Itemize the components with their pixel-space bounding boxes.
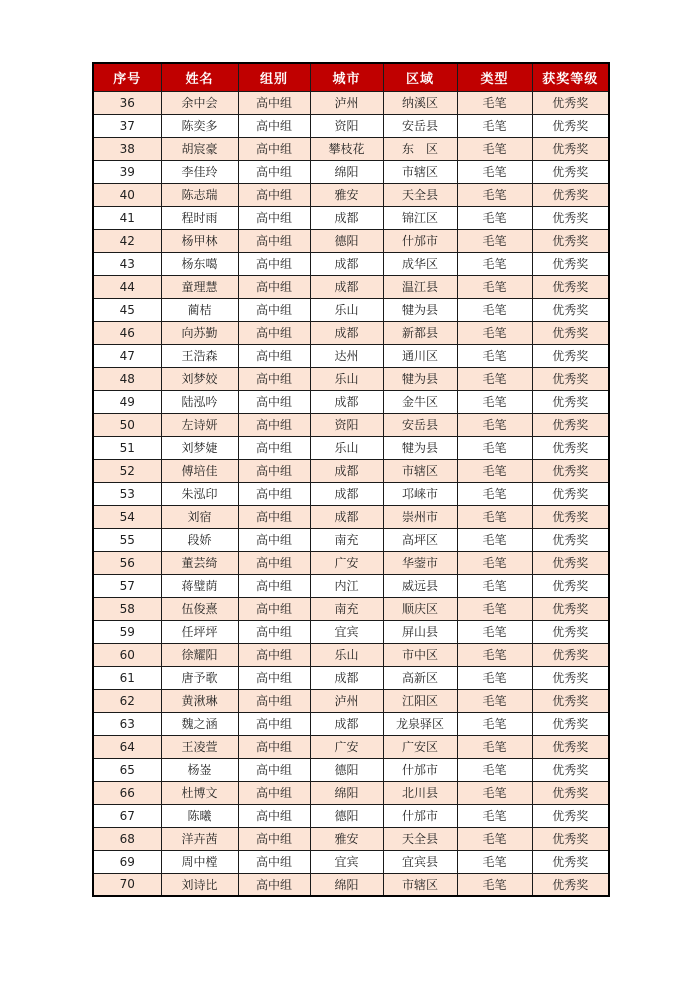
table-row	[93, 505, 609, 528]
table-row	[93, 482, 609, 505]
table-cell: 刘宿	[161, 505, 238, 528]
table-cell: 成都	[310, 275, 383, 298]
table-cell: 洋卉茜	[161, 827, 238, 850]
table-cell: 毛笔	[457, 252, 532, 275]
table-cell: 成都	[310, 252, 383, 275]
table-cell: 毛笔	[457, 229, 532, 252]
table-cell: 乐山	[310, 436, 383, 459]
table-cell: 高中组	[238, 643, 310, 666]
table-cell: 毛笔	[457, 712, 532, 735]
table-cell: 65	[93, 758, 161, 781]
table-cell: 优秀奖	[532, 183, 609, 206]
table-cell: 成都	[310, 206, 383, 229]
table-cell: 伍俊熹	[161, 597, 238, 620]
table-cell: 49	[93, 390, 161, 413]
table-cell: 毛笔	[457, 114, 532, 137]
table-cell: 唐予歌	[161, 666, 238, 689]
table-cell: 成都	[310, 505, 383, 528]
table-row	[93, 344, 609, 367]
table-cell: 毛笔	[457, 528, 532, 551]
column-header: 组别	[238, 63, 310, 91]
table-cell: 陆泓吟	[161, 390, 238, 413]
table-cell: 高中组	[238, 252, 310, 275]
table-row	[93, 574, 609, 597]
table-cell: 毛笔	[457, 160, 532, 183]
table-row	[93, 666, 609, 689]
table-row	[93, 413, 609, 436]
table-cell: 广安	[310, 735, 383, 758]
table-cell: 53	[93, 482, 161, 505]
table-cell: 优秀奖	[532, 137, 609, 160]
table-cell: 高中组	[238, 758, 310, 781]
table-row	[93, 873, 609, 896]
table-cell: 屏山县	[383, 620, 457, 643]
table-cell: 优秀奖	[532, 758, 609, 781]
table-cell: 高中组	[238, 620, 310, 643]
table-row	[93, 114, 609, 137]
table-cell: 宜宾县	[383, 850, 457, 873]
table-cell: 黄湫琳	[161, 689, 238, 712]
table-cell: 52	[93, 459, 161, 482]
column-header: 姓名	[161, 63, 238, 91]
table-cell: 高中组	[238, 735, 310, 758]
table-cell: 优秀奖	[532, 620, 609, 643]
table-cell: 优秀奖	[532, 528, 609, 551]
table-cell: 绵阳	[310, 160, 383, 183]
table-cell: 69	[93, 850, 161, 873]
table-cell: 39	[93, 160, 161, 183]
table-cell: 优秀奖	[532, 597, 609, 620]
table-cell: 高中组	[238, 597, 310, 620]
table-cell: 62	[93, 689, 161, 712]
table-cell: 优秀奖	[532, 160, 609, 183]
table-cell: 优秀奖	[532, 712, 609, 735]
table-cell: 安岳县	[383, 413, 457, 436]
table-cell: 锦江区	[383, 206, 457, 229]
table-cell: 华蓥市	[383, 551, 457, 574]
table-cell: 刘诗比	[161, 873, 238, 896]
table-cell: 绵阳	[310, 781, 383, 804]
table-cell: 优秀奖	[532, 413, 609, 436]
table-cell: 42	[93, 229, 161, 252]
table-cell: 优秀奖	[532, 804, 609, 827]
table-cell: 优秀奖	[532, 298, 609, 321]
table-cell: 36	[93, 91, 161, 114]
table-cell: 高中组	[238, 689, 310, 712]
table-row	[93, 781, 609, 804]
table-row	[93, 459, 609, 482]
table-cell: 优秀奖	[532, 91, 609, 114]
table-cell: 高中组	[238, 505, 310, 528]
table-row	[93, 390, 609, 413]
table-cell: 成都	[310, 666, 383, 689]
table-cell: 雅安	[310, 827, 383, 850]
table-row	[93, 758, 609, 781]
table-cell: 朱泓印	[161, 482, 238, 505]
table-cell: 东 区	[383, 137, 457, 160]
table-cell: 南充	[310, 597, 383, 620]
table-cell: 54	[93, 505, 161, 528]
table-row	[93, 367, 609, 390]
table-cell: 市辖区	[383, 160, 457, 183]
table-row	[93, 712, 609, 735]
table-cell: 龙泉驿区	[383, 712, 457, 735]
table-cell: 优秀奖	[532, 367, 609, 390]
table-cell: 毛笔	[457, 298, 532, 321]
table-cell: 高中组	[238, 850, 310, 873]
table-cell: 什邡市	[383, 758, 457, 781]
table-cell: 毛笔	[457, 275, 532, 298]
table-cell: 41	[93, 206, 161, 229]
table-cell: 魏之涵	[161, 712, 238, 735]
table-cell: 资阳	[310, 114, 383, 137]
awards-table	[92, 62, 610, 897]
table-cell: 陈志瑞	[161, 183, 238, 206]
table-cell: 高中组	[238, 390, 310, 413]
table-cell: 毛笔	[457, 827, 532, 850]
table-cell: 毛笔	[457, 758, 532, 781]
column-header: 城市	[310, 63, 383, 91]
table-cell: 攀枝花	[310, 137, 383, 160]
table-cell: 优秀奖	[532, 436, 609, 459]
table-cell: 高中组	[238, 528, 310, 551]
table-cell: 37	[93, 114, 161, 137]
table-cell: 优秀奖	[532, 574, 609, 597]
table-cell: 天全县	[383, 183, 457, 206]
table-cell: 达州	[310, 344, 383, 367]
column-header: 区域	[383, 63, 457, 91]
table-cell: 40	[93, 183, 161, 206]
table-cell: 广安区	[383, 735, 457, 758]
table-cell: 高坪区	[383, 528, 457, 551]
table-cell: 高中组	[238, 275, 310, 298]
table-row	[93, 850, 609, 873]
table-row	[93, 91, 609, 114]
table-cell: 高中组	[238, 137, 310, 160]
table-cell: 优秀奖	[532, 321, 609, 344]
table-cell: 德阳	[310, 758, 383, 781]
table-cell: 新都县	[383, 321, 457, 344]
table-cell: 犍为县	[383, 298, 457, 321]
table-cell: 毛笔	[457, 551, 532, 574]
table-cell: 毛笔	[457, 781, 532, 804]
table-cell: 毛笔	[457, 344, 532, 367]
table-cell: 优秀奖	[532, 827, 609, 850]
table-cell: 江阳区	[383, 689, 457, 712]
table-cell: 王浩森	[161, 344, 238, 367]
table-cell: 59	[93, 620, 161, 643]
table-cell: 市辖区	[383, 873, 457, 896]
table-row	[93, 436, 609, 459]
table-row	[93, 620, 609, 643]
table-cell: 蒋璧荫	[161, 574, 238, 597]
table-cell: 杨崟	[161, 758, 238, 781]
table-cell: 德阳	[310, 229, 383, 252]
table-cell: 47	[93, 344, 161, 367]
table-cell: 毛笔	[457, 850, 532, 873]
table-cell: 毛笔	[457, 321, 532, 344]
table-cell: 南充	[310, 528, 383, 551]
table-cell: 乐山	[310, 298, 383, 321]
table-cell: 毛笔	[457, 735, 532, 758]
table-cell: 蔺桔	[161, 298, 238, 321]
table-cell: 广安	[310, 551, 383, 574]
table-cell: 毛笔	[457, 367, 532, 390]
table-cell: 优秀奖	[532, 482, 609, 505]
table-cell: 56	[93, 551, 161, 574]
table-cell: 70	[93, 873, 161, 896]
table-cell: 高中组	[238, 413, 310, 436]
table-cell: 优秀奖	[532, 114, 609, 137]
table-cell: 德阳	[310, 804, 383, 827]
table-cell: 什邡市	[383, 229, 457, 252]
table-cell: 毛笔	[457, 574, 532, 597]
table-cell: 毛笔	[457, 666, 532, 689]
table-cell: 毛笔	[457, 873, 532, 896]
header-row	[93, 63, 609, 91]
table-cell: 毛笔	[457, 482, 532, 505]
table-cell: 犍为县	[383, 367, 457, 390]
table-cell: 毛笔	[457, 413, 532, 436]
table-cell: 68	[93, 827, 161, 850]
table-cell: 泸州	[310, 689, 383, 712]
table-cell: 陈曦	[161, 804, 238, 827]
table-cell: 高中组	[238, 229, 310, 252]
table-cell: 刘梦姣	[161, 367, 238, 390]
table-cell: 绵阳	[310, 873, 383, 896]
table-cell: 优秀奖	[532, 666, 609, 689]
table-cell: 童理慧	[161, 275, 238, 298]
column-header: 序号	[93, 63, 161, 91]
table-cell: 刘梦婕	[161, 436, 238, 459]
table-cell: 高中组	[238, 91, 310, 114]
table-cell: 成都	[310, 712, 383, 735]
table-cell: 优秀奖	[532, 873, 609, 896]
table-cell: 48	[93, 367, 161, 390]
table-row	[93, 804, 609, 827]
table-cell: 左诗妍	[161, 413, 238, 436]
table-cell: 高中组	[238, 712, 310, 735]
table-cell: 段娇	[161, 528, 238, 551]
table-cell: 高中组	[238, 551, 310, 574]
table-cell: 毛笔	[457, 390, 532, 413]
table-cell: 毛笔	[457, 620, 532, 643]
table-cell: 李佳玲	[161, 160, 238, 183]
table-cell: 纳溪区	[383, 91, 457, 114]
table-cell: 金牛区	[383, 390, 457, 413]
table-cell: 犍为县	[383, 436, 457, 459]
table-cell: 温江县	[383, 275, 457, 298]
table-cell: 内江	[310, 574, 383, 597]
table-cell: 余中会	[161, 91, 238, 114]
table-cell: 67	[93, 804, 161, 827]
table-row	[93, 551, 609, 574]
table-cell: 46	[93, 321, 161, 344]
table-cell: 泸州	[310, 91, 383, 114]
table-cell: 乐山	[310, 367, 383, 390]
table-cell: 什邡市	[383, 804, 457, 827]
table-cell: 毛笔	[457, 597, 532, 620]
table-cell: 高中组	[238, 114, 310, 137]
table-cell: 成都	[310, 321, 383, 344]
table-cell: 毛笔	[457, 91, 532, 114]
table-cell: 乐山	[310, 643, 383, 666]
table-cell: 高新区	[383, 666, 457, 689]
table-cell: 毛笔	[457, 436, 532, 459]
table-cell: 高中组	[238, 160, 310, 183]
table-cell: 优秀奖	[532, 551, 609, 574]
table-cell: 50	[93, 413, 161, 436]
table-cell: 毛笔	[457, 137, 532, 160]
table-cell: 64	[93, 735, 161, 758]
table-cell: 王凌萱	[161, 735, 238, 758]
table-cell: 北川县	[383, 781, 457, 804]
table-cell: 43	[93, 252, 161, 275]
table-cell: 63	[93, 712, 161, 735]
table-cell: 毛笔	[457, 206, 532, 229]
table-cell: 徐耀阳	[161, 643, 238, 666]
table-cell: 胡宸豪	[161, 137, 238, 160]
table-cell: 邛崃市	[383, 482, 457, 505]
table-cell: 杜博文	[161, 781, 238, 804]
table-cell: 杨甲林	[161, 229, 238, 252]
table-cell: 高中组	[238, 827, 310, 850]
table-cell: 董芸绮	[161, 551, 238, 574]
table-cell: 优秀奖	[532, 781, 609, 804]
table-cell: 毛笔	[457, 183, 532, 206]
table-cell: 58	[93, 597, 161, 620]
table-cell: 程时雨	[161, 206, 238, 229]
table-cell: 毛笔	[457, 505, 532, 528]
table-cell: 高中组	[238, 183, 310, 206]
table-cell: 优秀奖	[532, 459, 609, 482]
table-row	[93, 183, 609, 206]
table-cell: 崇州市	[383, 505, 457, 528]
table-cell: 高中组	[238, 804, 310, 827]
table-cell: 优秀奖	[532, 689, 609, 712]
table-cell: 高中组	[238, 206, 310, 229]
table-cell: 60	[93, 643, 161, 666]
table-cell: 成都	[310, 459, 383, 482]
table-cell: 资阳	[310, 413, 383, 436]
table-cell: 优秀奖	[532, 229, 609, 252]
table-row	[93, 137, 609, 160]
table-cell: 周中樘	[161, 850, 238, 873]
table-cell: 傅培佳	[161, 459, 238, 482]
table-row	[93, 229, 609, 252]
table-row	[93, 206, 609, 229]
table-cell: 威远县	[383, 574, 457, 597]
table-cell: 市辖区	[383, 459, 457, 482]
table-cell: 通川区	[383, 344, 457, 367]
column-header: 类型	[457, 63, 532, 91]
table-cell: 优秀奖	[532, 735, 609, 758]
table-row	[93, 160, 609, 183]
table-cell: 优秀奖	[532, 505, 609, 528]
table-cell: 66	[93, 781, 161, 804]
table-cell: 成都	[310, 390, 383, 413]
table-cell: 45	[93, 298, 161, 321]
table-cell: 高中组	[238, 436, 310, 459]
table-cell: 55	[93, 528, 161, 551]
table-cell: 61	[93, 666, 161, 689]
table-row	[93, 321, 609, 344]
table-cell: 51	[93, 436, 161, 459]
table-cell: 任坪坪	[161, 620, 238, 643]
table-cell: 成都	[310, 482, 383, 505]
table-cell: 雅安	[310, 183, 383, 206]
table-row	[93, 827, 609, 850]
table-cell: 安岳县	[383, 114, 457, 137]
table-cell: 高中组	[238, 482, 310, 505]
table-cell: 优秀奖	[532, 850, 609, 873]
table-row	[93, 252, 609, 275]
table-cell: 毛笔	[457, 689, 532, 712]
table-cell: 毛笔	[457, 804, 532, 827]
table-cell: 毛笔	[457, 459, 532, 482]
table-cell: 高中组	[238, 344, 310, 367]
table-cell: 38	[93, 137, 161, 160]
table-cell: 杨东噶	[161, 252, 238, 275]
table-cell: 成华区	[383, 252, 457, 275]
table-cell: 高中组	[238, 666, 310, 689]
table-cell: 宜宾	[310, 850, 383, 873]
table-cell: 优秀奖	[532, 643, 609, 666]
table-body	[93, 91, 609, 896]
table-cell: 陈奕多	[161, 114, 238, 137]
table-cell: 优秀奖	[532, 252, 609, 275]
table-cell: 顺庆区	[383, 597, 457, 620]
table-cell: 市中区	[383, 643, 457, 666]
table-cell: 高中组	[238, 321, 310, 344]
table-row	[93, 275, 609, 298]
table-cell: 高中组	[238, 873, 310, 896]
table-cell: 高中组	[238, 459, 310, 482]
table-cell: 宜宾	[310, 620, 383, 643]
table-row	[93, 689, 609, 712]
table-row	[93, 597, 609, 620]
table-cell: 44	[93, 275, 161, 298]
table-cell: 优秀奖	[532, 390, 609, 413]
table-cell: 优秀奖	[532, 344, 609, 367]
table-row	[93, 298, 609, 321]
table-row	[93, 735, 609, 758]
table-cell: 优秀奖	[532, 275, 609, 298]
table-cell: 高中组	[238, 298, 310, 321]
table-row	[93, 643, 609, 666]
table-cell: 向苏勤	[161, 321, 238, 344]
table-cell: 高中组	[238, 574, 310, 597]
table-cell: 高中组	[238, 367, 310, 390]
table-cell: 优秀奖	[532, 206, 609, 229]
table-cell: 57	[93, 574, 161, 597]
table-cell: 高中组	[238, 781, 310, 804]
table-row	[93, 528, 609, 551]
table-cell: 天全县	[383, 827, 457, 850]
column-header: 获奖等级	[532, 63, 609, 91]
table-cell: 毛笔	[457, 643, 532, 666]
